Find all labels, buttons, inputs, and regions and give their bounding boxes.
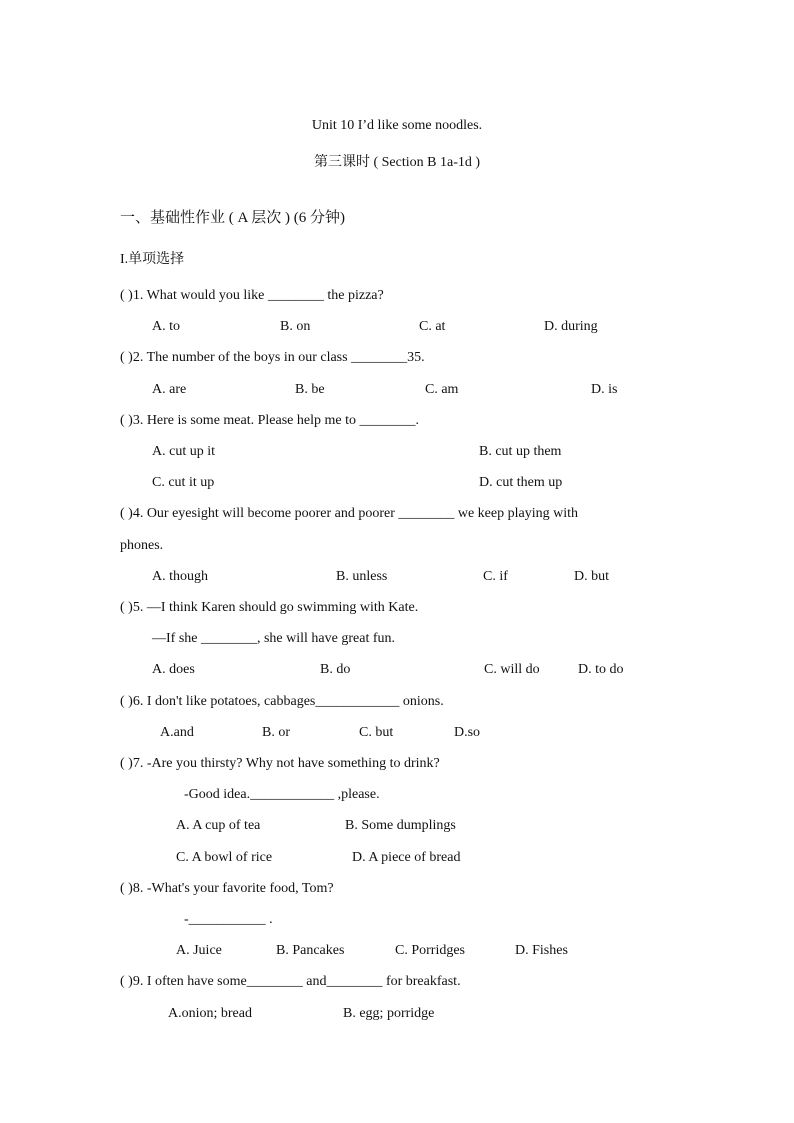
question-7-option-d: D. A piece of bread [352, 850, 461, 865]
question-5-option-d: D. to do [578, 662, 624, 677]
question-4-option-b: B. unless [336, 569, 388, 584]
question-2-option-c: C. am [425, 382, 459, 397]
question-8-stem-response: -___________ . [184, 912, 273, 927]
question-6-option-a: A.and [160, 725, 194, 740]
unit-title: Unit 10 I’d like some noodles. [311, 118, 483, 133]
question-3-option-b: B. cut up them [479, 444, 562, 459]
question-2-option-b: B. be [295, 382, 325, 397]
question-5-stem: ( )5. —I think Karen should go swimming with Kate. [120, 600, 419, 615]
question-3-stem: ( )3. Here is some meat. Please help me to ________. [120, 413, 419, 428]
question-4-option-a: A. though [152, 569, 208, 584]
question-1-option-a: A. to [152, 319, 180, 334]
question-3-option-d: D. cut them up [479, 475, 563, 490]
question-9-option-a: A.onion; bread [168, 1006, 252, 1021]
question-8-option-d: D. Fishes [515, 943, 568, 958]
question-2-option-a: A. are [152, 382, 187, 397]
question-6-stem: ( )6. I don't like potatoes, cabbages____________ onions. [120, 694, 444, 709]
question-8-option-c: C. Porridges [395, 943, 465, 958]
question-9-stem: ( )9. I often have some________ and________ for breakfast. [120, 974, 461, 989]
question-1-option-c: C. at [419, 319, 446, 334]
lesson-subtitle: 第三课时 ( Section B 1a-1d ) [313, 155, 481, 170]
question-7-option-c: C. A bowl of rice [176, 850, 273, 865]
question-5-option-b: B. do [320, 662, 351, 677]
question-7-stem-response: -Good idea.____________ ,please. [184, 787, 380, 802]
question-5-stem-response: —If she ________, she will have great fun. [152, 631, 395, 646]
question-4-option-c: C. if [483, 569, 508, 584]
question-4-option-d: D. but [574, 569, 609, 584]
question-2-option-d: D. is [591, 382, 618, 397]
question-8-option-b: B. Pancakes [276, 943, 345, 958]
question-7-option-b: B. Some dumplings [345, 818, 456, 833]
question-4-stem-continued: phones. [120, 538, 164, 553]
part-heading: I.单项选择 [120, 252, 185, 267]
question-9-option-b: B. egg; porridge [343, 1006, 435, 1021]
question-1-option-d: D. during [544, 319, 598, 334]
question-6-option-b: B. or [262, 725, 290, 740]
question-6-option-c: C. but [359, 725, 394, 740]
section-heading: 一、基础性作业 ( A 层次 ) (6 分钟) [120, 210, 345, 226]
question-4-stem: ( )4. Our eyesight will become poorer and poorer ________ we keep playing with [120, 506, 578, 521]
question-8-option-a: A. Juice [176, 943, 222, 958]
question-3-option-c: C. cut it up [152, 475, 215, 490]
question-7-option-a: A. A cup of tea [176, 818, 261, 833]
question-1-option-b: B. on [280, 319, 311, 334]
question-1-stem: ( )1. What would you like ________ the pizza? [120, 288, 384, 303]
question-8-stem: ( )8. -What's your favorite food, Tom? [120, 881, 334, 896]
question-3-option-a: A. cut up it [152, 444, 215, 459]
question-7-stem: ( )7. -Are you thirsty? Why not have something to drink? [120, 756, 440, 771]
question-6-option-d: D.so [454, 725, 481, 740]
question-5-option-c: C. will do [484, 662, 540, 677]
question-2-stem: ( )2. The number of the boys in our class ________35. [120, 350, 425, 365]
question-5-option-a: A. does [152, 662, 195, 677]
